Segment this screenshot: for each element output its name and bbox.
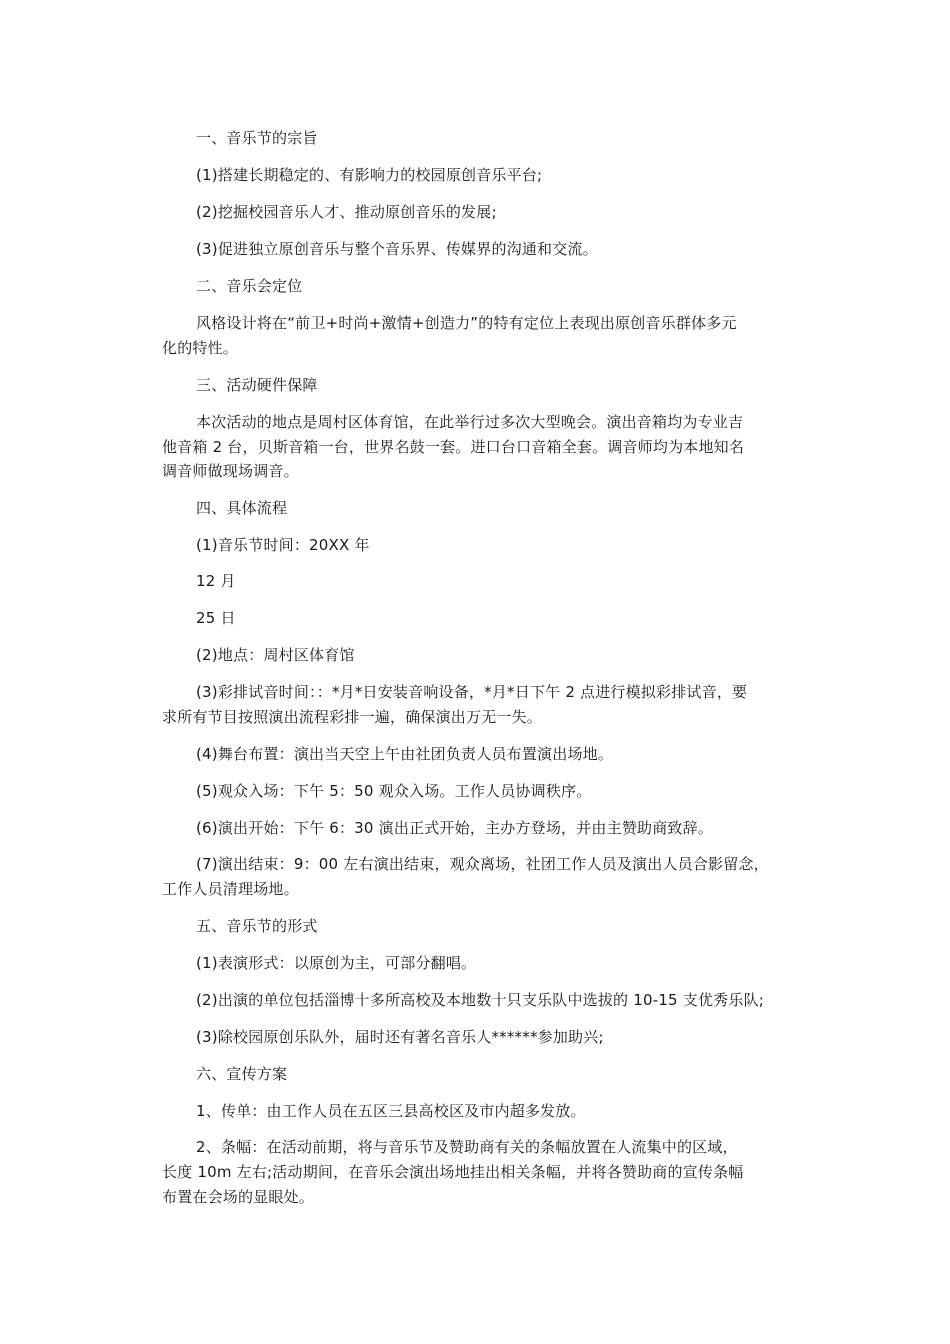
paragraph-line: (3)除校园原创乐队外，届时还有著名音乐人******参加助兴; (196, 1028, 604, 1046)
paragraph-line: 他音箱 2 台，贝斯音箱一台，世界名鼓一套。进口台口音箱全套。调音师均为本地知名 (162, 438, 745, 456)
paragraph-line: 12 月 (196, 572, 236, 590)
paragraph-line: (3)彩排试音时间：：*月*日安装音响设备，*月*日下午 2 点进行模拟彩排试音，要 (196, 683, 748, 701)
paragraph-line: (1)搭建长期稳定的、有影响力的校园原创音乐平台; (196, 166, 543, 184)
paragraph-line: 工作人员清理场地。 (162, 880, 299, 898)
paragraph-line: (1)表演形式：以原创为主，可部分翻唱。 (196, 954, 477, 972)
paragraph-line: 1、传单：由工作人员在五区三县高校区及市内超多发放。 (196, 1102, 586, 1120)
paragraph-line: (2)挖掘校园音乐人才、推动原创音乐的发展; (196, 203, 497, 221)
paragraph-line: (7)演出结束：9：00 左右演出结束，观众离场，社团工作人员及演出人员合影留念， (196, 855, 769, 873)
paragraph-line: 调音师做现场调音。 (162, 462, 299, 480)
heading-6: 六、宣传方案 (196, 1065, 288, 1083)
heading-1: 一、音乐节的宗旨 (196, 129, 318, 147)
paragraph-line: 求所有节目按照演出流程彩排一遍，确保演出万无一失。 (162, 708, 543, 726)
paragraph-line: (1)音乐节时间：20XX 年 (196, 536, 370, 554)
paragraph-line: 长度 10m 左右;活动期间，在音乐会演出场地挂出相关条幅，并将各赞助商的宣传条幅 (162, 1163, 744, 1181)
paragraph-line: 2、条幅：在活动前期，将与音乐节及赞助商有关的条幅放置在人流集中的区域， (196, 1138, 738, 1156)
heading-4: 四、具体流程 (196, 499, 288, 517)
paragraph-line: (6)演出开始：下午 6：30 演出正式开始，主办方登场，并由主赞助商致辞。 (196, 819, 714, 837)
heading-3: 三、活动硬件保障 (196, 376, 318, 394)
heading-2: 二、音乐会定位 (196, 277, 303, 295)
paragraph-line: (3)促进独立原创音乐与整个音乐界、传媒界的沟通和交流。 (196, 240, 598, 258)
paragraph-line: (4)舞台布置：演出当天空上午由社团负责人员布置演出场地。 (196, 745, 614, 763)
paragraph-line: 风格设计将在“前卫+时尚+激情+创造力”的特有定位上表现出原创音乐群体多元 (196, 314, 737, 332)
paragraph-line: (2)地点：周村区体育馆 (196, 646, 355, 664)
paragraph-line: 布置在会场的显眼处。 (162, 1188, 315, 1206)
paragraph-line: 本次活动的地点是周村区体育馆，在此举行过多次大型晚会。演出音箱均为专业吉 (196, 413, 744, 431)
paragraph-line: 化的特性。 (162, 339, 239, 357)
paragraph-line: (5)观众入场：下午 5：50 观众入场。工作人员协调秩序。 (196, 782, 592, 800)
heading-5: 五、音乐节的形式 (196, 917, 318, 935)
paragraph-line: (2)出演的单位包括淄博十多所高校及本地数十只支乐队中选拔的 10-15 支优秀乐队; (196, 991, 765, 1009)
paragraph-line: 25 日 (196, 609, 236, 627)
